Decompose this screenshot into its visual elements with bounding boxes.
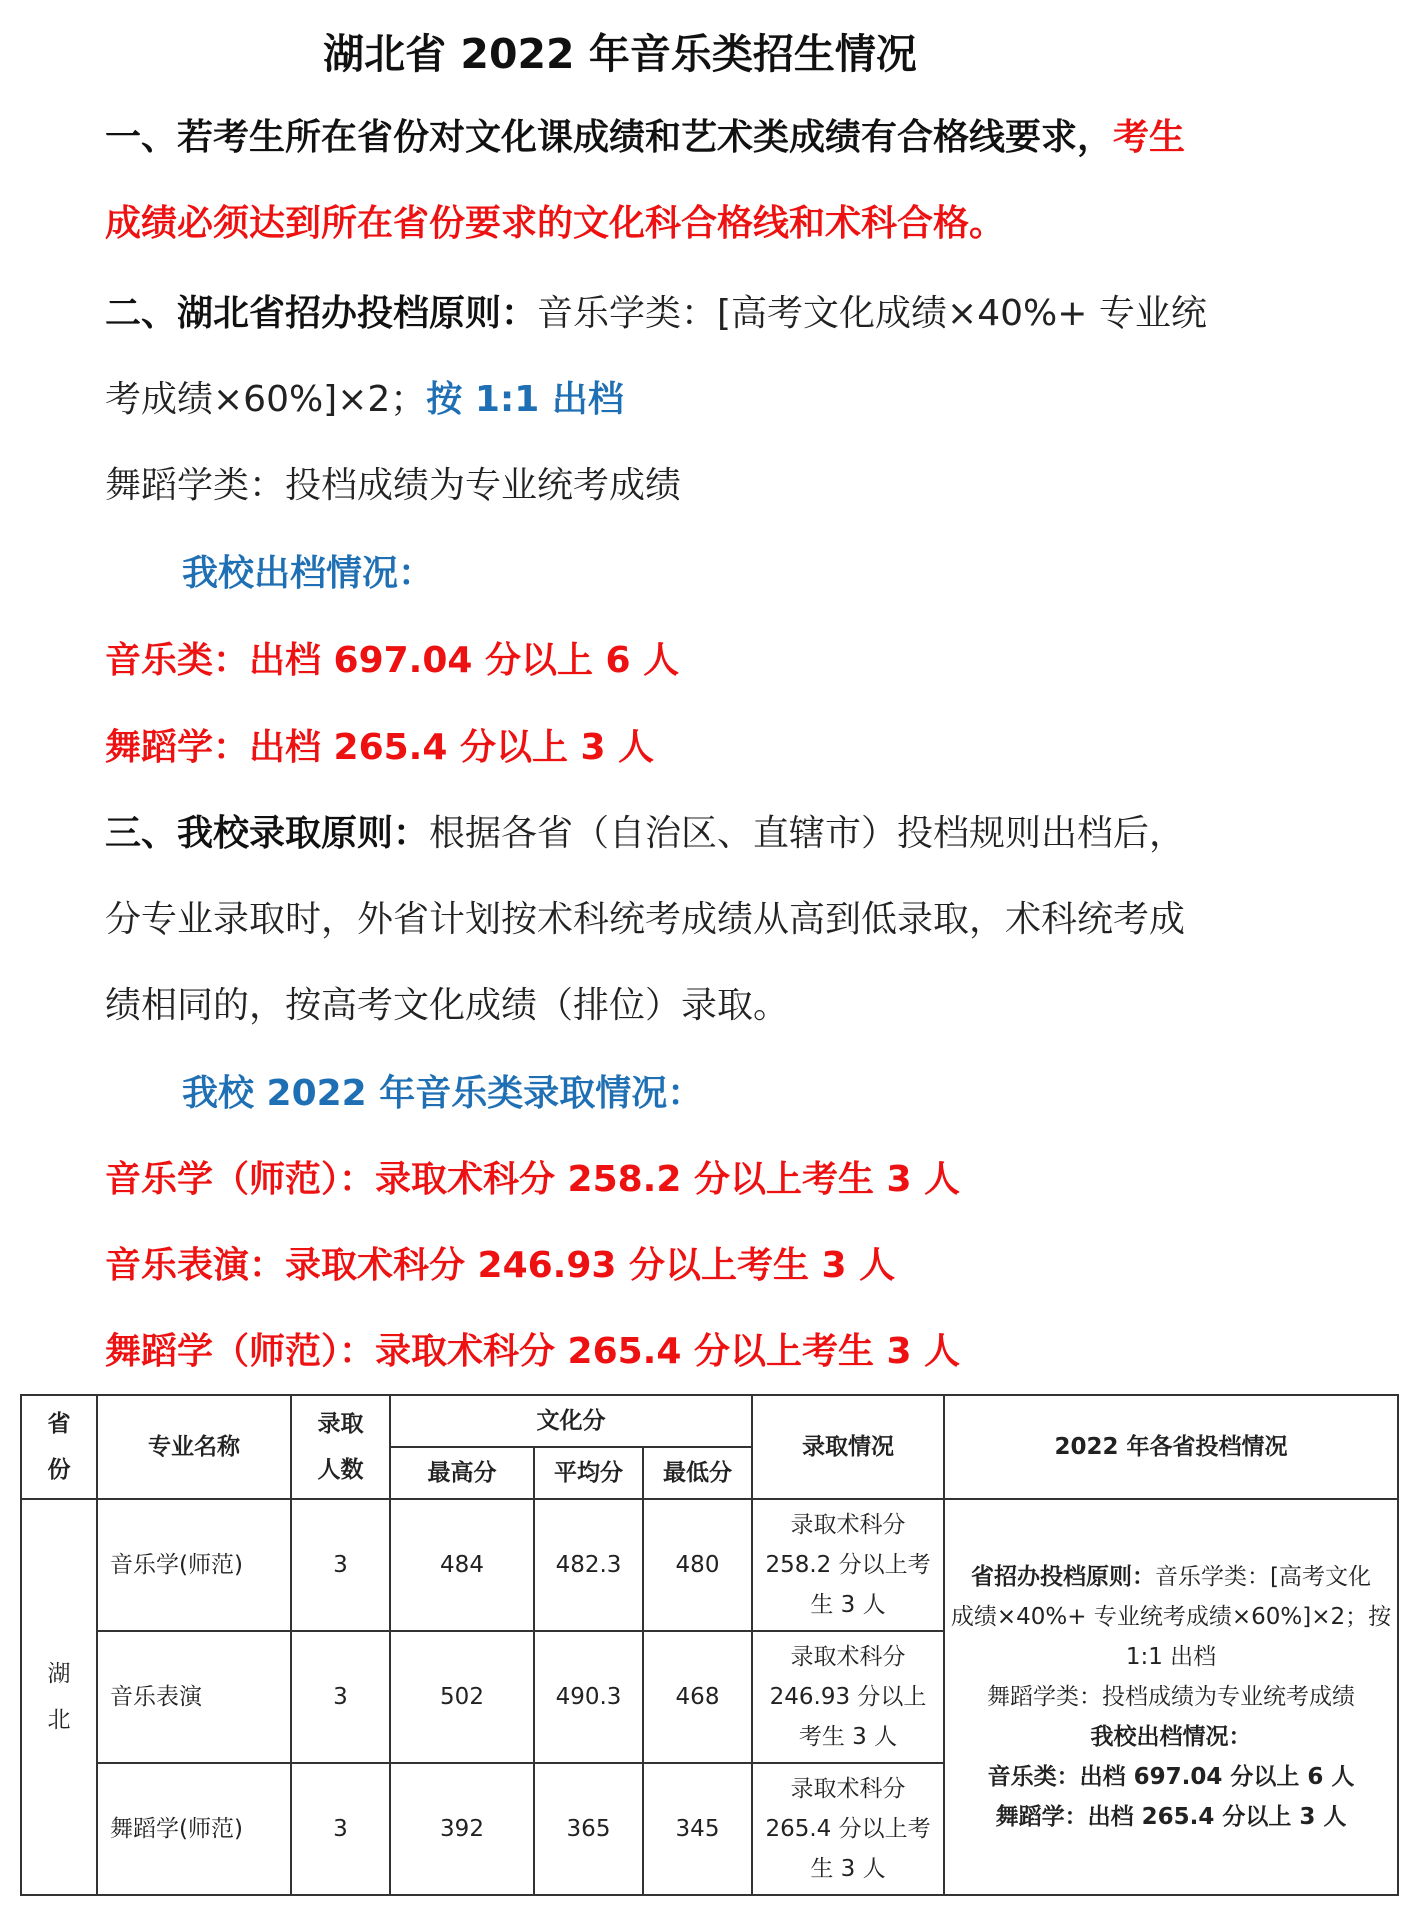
- admission-line-3: 舞蹈学（师范）：录取术科分 265.4 分以上考生 3 人: [105, 1331, 961, 1372]
- section-2-line-1: [105, 286, 1207, 342]
- info-line-6: 音乐类：出档 697.04 分以上 6 人: [987, 1764, 1355, 1790]
- count-cell: 3: [291, 1499, 390, 1631]
- section-2-text-b: 考成绩×60%]×2；: [105, 379, 427, 420]
- max-cell: 392: [390, 1763, 534, 1895]
- avg-cell: 482.3: [534, 1499, 643, 1631]
- avg-cell: 490.3: [534, 1631, 643, 1763]
- section-1-text: 一、若考生所在省份对文化课成绩和艺术类成绩有合格线要求，: [105, 117, 1114, 158]
- section-2-line-2: [105, 372, 624, 428]
- major-cell: 音乐学(师范): [97, 1499, 291, 1631]
- count-cell: 3: [291, 1631, 390, 1763]
- min-cell: 468: [643, 1631, 752, 1763]
- header-min: 最低分: [643, 1447, 752, 1499]
- info-line-2: 成绩×40%+ 专业统考成绩×60%]×2；按: [950, 1604, 1392, 1630]
- section-3-text-a: 根据各省（自治区、直辖市）投档规则出档后，: [429, 813, 1186, 854]
- admission-table: [20, 1394, 1399, 1896]
- section-3-line-1: [105, 806, 1185, 862]
- info-line-4: 舞蹈学类：投档成绩为专业统考成绩: [987, 1684, 1356, 1710]
- section-2-dance-text: 舞蹈学类：投档成绩为专业统考成绩: [105, 465, 682, 506]
- header-province: 省 份: [21, 1395, 97, 1499]
- header-major: 专业名称: [97, 1395, 291, 1499]
- min-cell: 480: [643, 1499, 752, 1631]
- status-music-line: 音乐类：出档 697.04 分以上 6 人: [105, 640, 680, 681]
- section-2-text-a: 音乐学类：[高考文化成绩×40%+ 专业统: [537, 293, 1207, 334]
- header-culture: 文化分: [390, 1395, 752, 1447]
- status-dance-line: 舞蹈学：出档 265.4 分以上 3 人: [105, 727, 655, 768]
- header-status: 录取情况: [752, 1395, 944, 1499]
- table-header-row-1: [21, 1395, 1398, 1447]
- province-status-cell: [944, 1499, 1398, 1895]
- status-cell: 录取术科分 246.93 分以上 考生 3 人: [752, 1631, 944, 1763]
- max-cell: 502: [390, 1631, 534, 1763]
- page-title: 湖北省 2022 年音乐类招生情况: [323, 30, 917, 78]
- status-cell: 录取术科分 265.4 分以上考 生 3 人: [752, 1763, 944, 1895]
- header-avg: 平均分: [534, 1447, 643, 1499]
- section-2-label: 二、湖北省招办投档原则：: [105, 293, 538, 334]
- admission-line-1: 音乐学（师范）：录取术科分 258.2 分以上考生 3 人: [105, 1159, 961, 1200]
- province-cell: 湖 北: [21, 1499, 97, 1895]
- section-3-text-b: 分专业录取时，外省计划按术科统考成绩从高到低录取，术科统考成: [105, 899, 1186, 940]
- count-cell: 3: [291, 1763, 390, 1895]
- header-province-status: 2022 年各省投档情况: [944, 1395, 1398, 1499]
- major-cell: 音乐表演: [97, 1631, 291, 1763]
- header-max: 最高分: [390, 1447, 534, 1499]
- section-1-line-2: [105, 196, 1005, 252]
- section-2-dance-line: [105, 458, 681, 514]
- info-line-3: 1:1 出档: [1125, 1644, 1217, 1670]
- section-3-text-c: 绩相同的，按高考文化成绩（排位）录取。: [105, 985, 790, 1026]
- section-1-line-1: [105, 110, 1185, 166]
- avg-cell: 365: [534, 1763, 643, 1895]
- max-cell: 484: [390, 1499, 534, 1631]
- min-cell: 345: [643, 1763, 752, 1895]
- info-line-5: 我校出档情况：: [1090, 1724, 1252, 1750]
- our-status-heading: 我校出档情况：: [182, 553, 435, 594]
- info-line-1: 省招办投档原则：音乐学类：[高考文化: [971, 1564, 1371, 1590]
- table-row: [21, 1499, 1398, 1631]
- section-3-line-2: [105, 892, 1185, 948]
- header-count: 录取 人数: [291, 1395, 390, 1499]
- section-1-red-text-b: 成绩必须达到所在省份要求的文化科合格线和术科合格。: [105, 203, 1006, 244]
- major-cell: 舞蹈学(师范): [97, 1763, 291, 1895]
- admission-line-2: 音乐表演：录取术科分 246.93 分以上考生 3 人: [105, 1245, 896, 1286]
- section-1-red-text-a: 考生: [1113, 117, 1186, 158]
- section-2-blue-text: 按 1:1 出档: [426, 379, 624, 420]
- info-line-7: 舞蹈学：出档 265.4 分以上 3 人: [995, 1804, 1347, 1830]
- section-3-label: 三、我校录取原则：: [105, 813, 430, 854]
- status-cell: 录取术科分 258.2 分以上考 生 3 人: [752, 1499, 944, 1631]
- section-3-line-3: [105, 978, 789, 1034]
- admission-heading: 我校 2022 年音乐类录取情况：: [182, 1073, 704, 1114]
